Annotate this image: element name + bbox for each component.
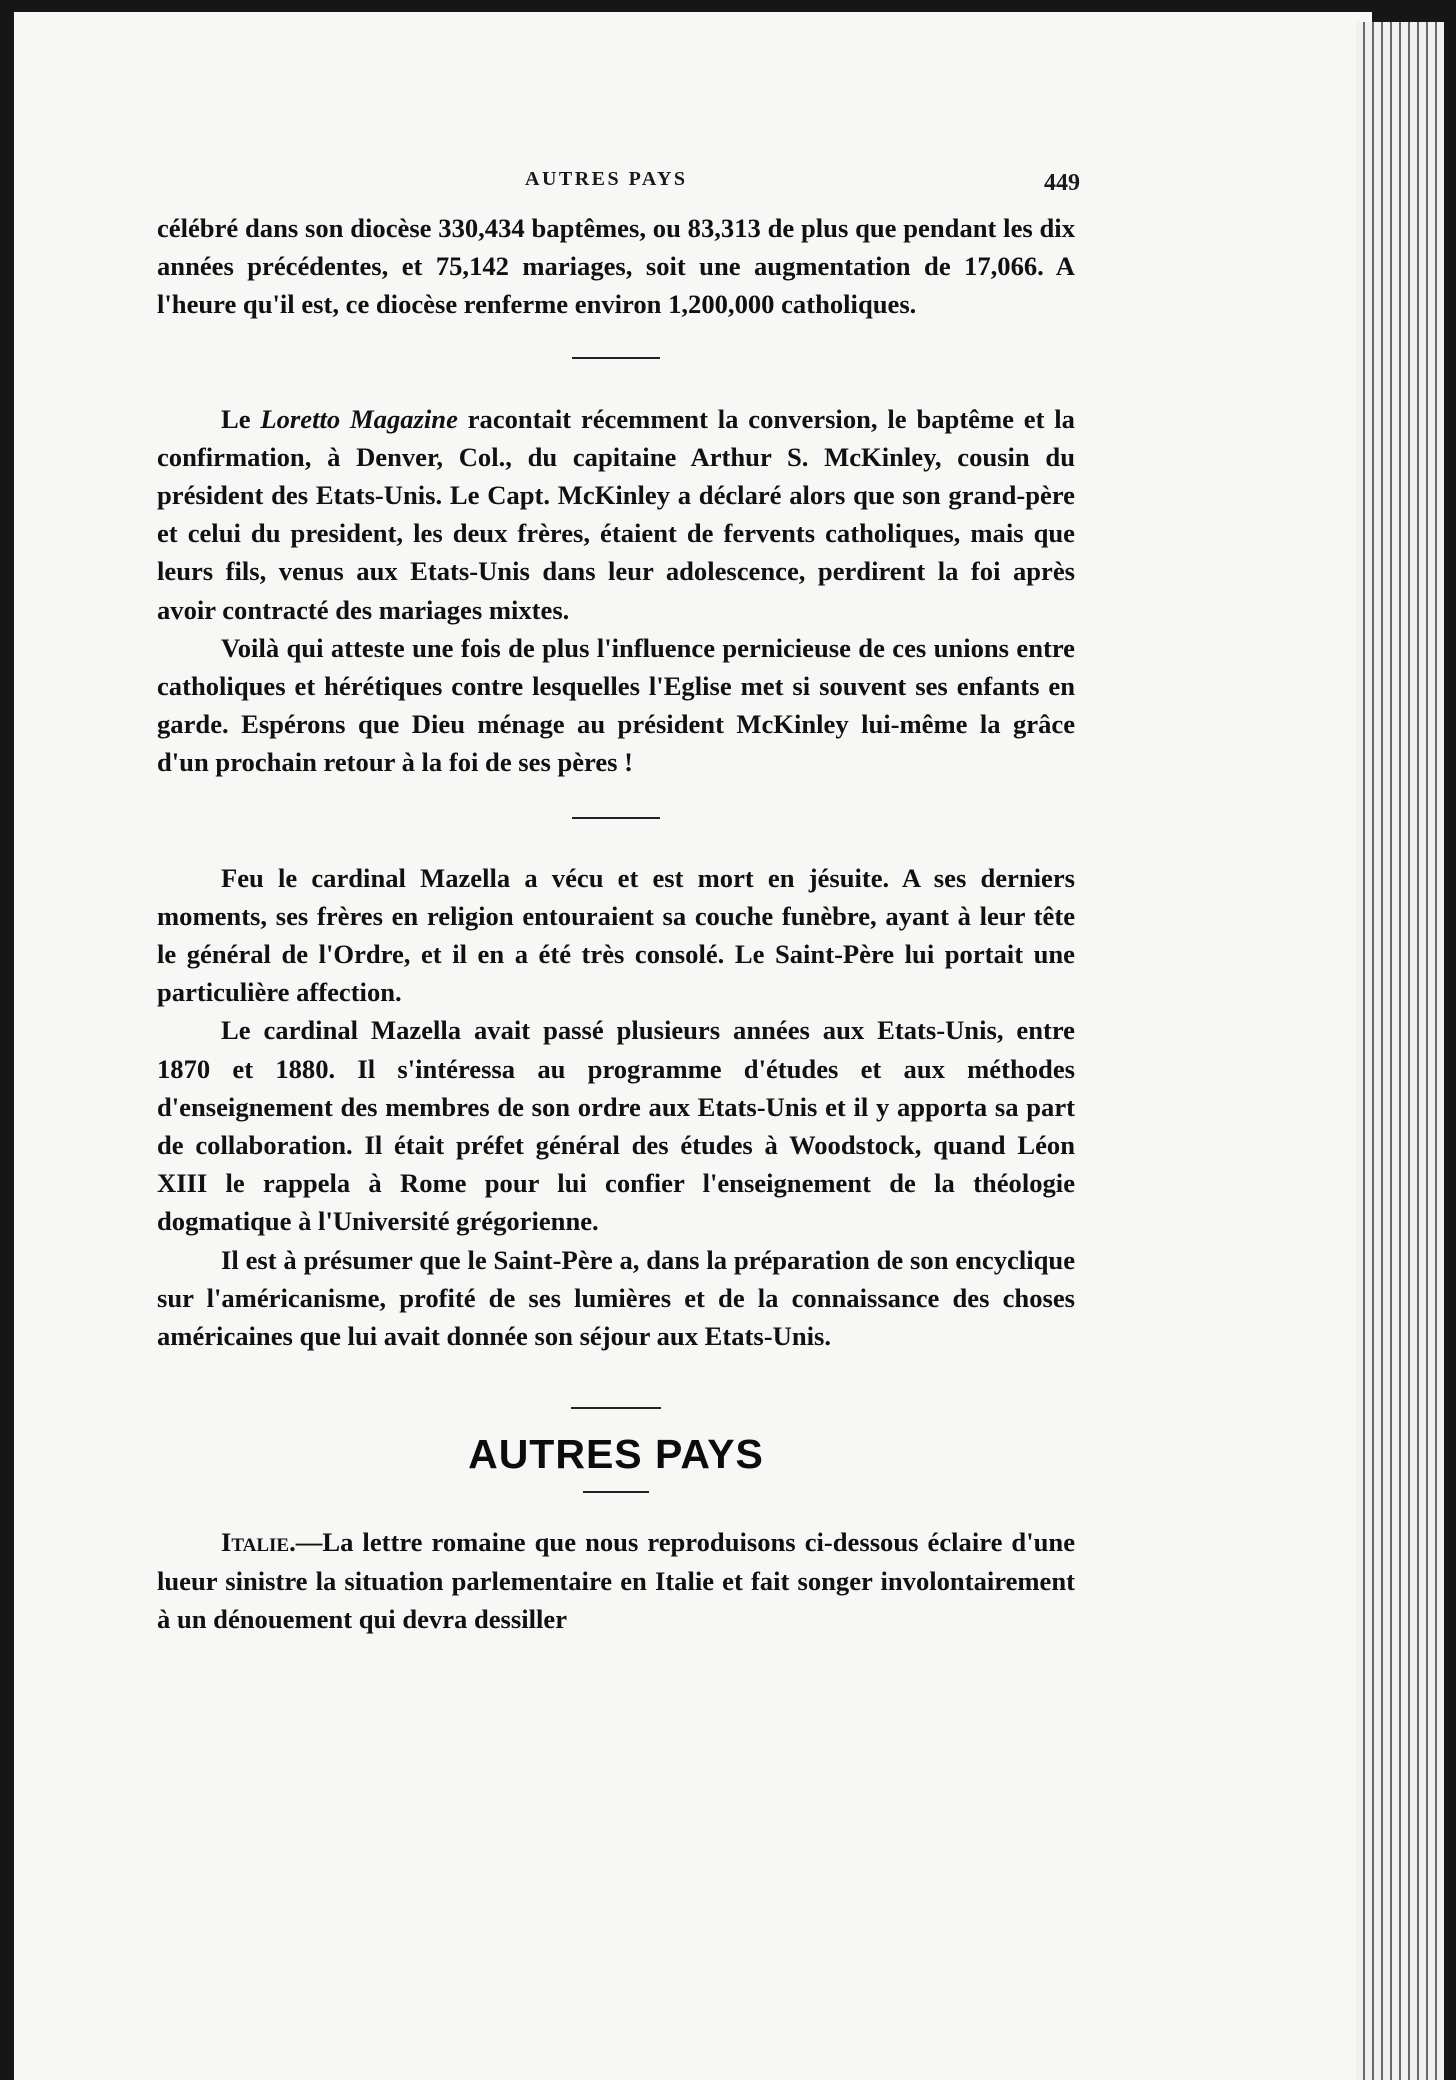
paragraph-encyclique: Il est à présumer que le Saint-Père a, dans la préparation de son encyclique sur l'américanisme, profité de ses lumières et de la connaissance des choses américaines que lui avait donnée son séjour aux Etats-Unis. [157,1244,1075,1352]
loretto-prefix: Le [221,403,261,434]
section-rule-top [571,1407,661,1409]
separator-rule [572,357,660,359]
loretto-text: racontait récemment la conversion, le baptême et la confirmation, à Denver, Col., du capitaine Arthur S. McKinley, cousin du président des Etats-Unis. Le Capt. McKinley a déclaré alors que son grand-père et celui du president, les deux frères, étaient de fervents catholiques, mais que leurs fils, venus aux Etats-Unis dans leur adolescence, perdirent la foi après avoir contracté des mariages mixtes. [157,403,1075,625]
separator-rule [572,817,660,819]
section-heading: AUTRES PAYS [468,1431,764,1478]
running-head: AUTRES PAYS [525,168,688,190]
page-edges [1356,22,1444,2080]
magazine-title: Loretto Magazine [260,403,458,434]
paragraph-loretto [157,400,1075,629]
paragraph-influence: Voilà qui atteste une fois de plus l'influence pernicieuse de ces unions entre catholiques et hérétiques contre lesquelles l'Eglise met si souvent ses enfants en garde. Espérons que Dieu ménage au président McKinley lui-même la grâce d'un prochain retour à la foi de ses pères ! [157,632,1075,778]
paragraph-italie [157,1523,1075,1638]
paragraph-diocese: célébré dans son diocèse 330,434 baptêmes, ou 83,313 de plus que pendant les dix années précédentes, et 75,142 mariages, soit une augmentation de 17,066. A l'heure qu'il est, ce diocèse renferme environ 1,200,000 catholiques. [157,213,1075,320]
paragraph-mazella-career: Le cardinal Mazella avait passé plusieurs années aux Etats-Unis, entre 1870 et 1880. Il s'intéressa au programme d'études et aux méthodes d'enseignement des membres de son ordre aux Etats-Unis et il y apporta sa part de collaboration. Il était préfet général des études à Woodstock, quand Léon XIII le rappela à Rome pour lui confier l'enseignement de la théologie dogmatique à l'Université grégorienne. [157,1015,1075,1237]
italie-label: Italie. [221,1527,296,1558]
section-rule-bottom [583,1491,649,1493]
body-text [157,209,1075,1638]
italie-text: —La lettre romaine que nous reproduisons ci-dessous éclaire d'une lueur sinistre la situation parlementaire en Italie et fait songer involontairement à un dénouement qui devra dessiller [157,1527,1075,1634]
page-number: 449 [1044,170,1080,196]
paragraph-mazella-death: Feu le cardinal Mazella a vécu et est mort en jésuite. A ses derniers moments, ses frères en religion entouraient sa couche funèbre, ayant à leur tête le général de l'Ordre, et il en a été très consolé. Le Saint-Père lui portait une particulière affection. [157,862,1075,1008]
